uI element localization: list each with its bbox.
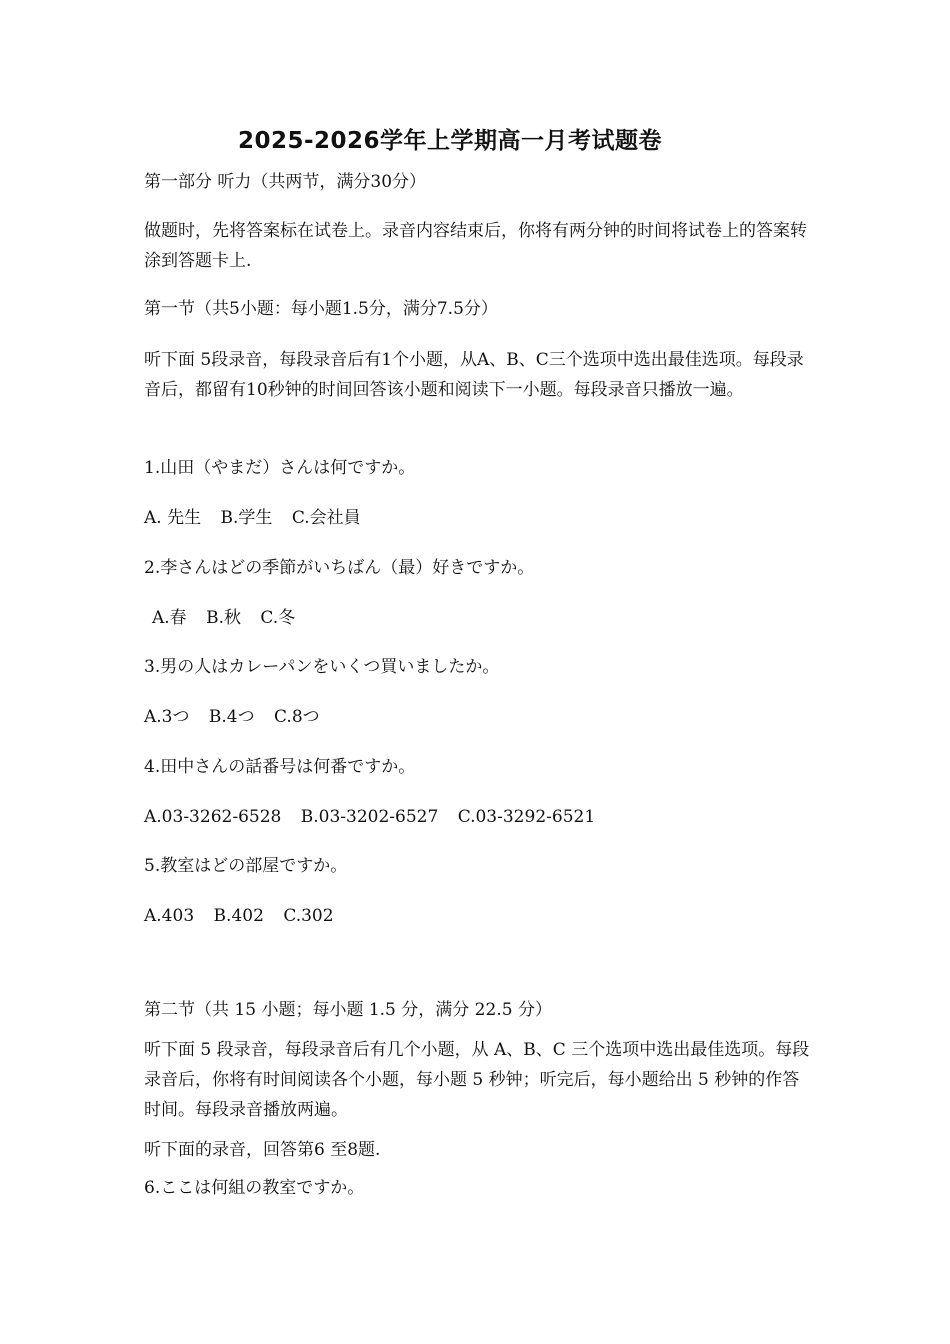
section2-instruction: 听下面 5 段录音，每段录音后有几个小题，从 A、B、C 三个选项中选出最佳选项。每段录音后，你将有时间阅读各个小题，每小题 5 秒钟；听完后，每小题给出 5 秒钟的作答时间。每段录音播放两遍。: [144, 1040, 810, 1120]
part1-heading: 第一部分 听力（共两节，满分30分）: [144, 172, 427, 192]
option-b: B.03-3202-6527: [300, 807, 439, 827]
option-b: B.402: [213, 906, 264, 926]
question-1: 1.山田（やまだ）さんは何ですか。: [144, 458, 416, 478]
option-a: A.3つ: [144, 707, 190, 727]
option-c: C.8つ: [274, 707, 320, 727]
option-b: B.学生: [220, 508, 273, 528]
exam-title: 2025-2026学年上学期高一月考试题卷: [237, 128, 663, 154]
question-1-options: [144, 503, 814, 533]
question-5-options: [144, 901, 814, 931]
question-3: 3.男の人はカレーパンをいくつ買いましたか。: [144, 657, 500, 677]
option-a: A. 先生: [144, 508, 202, 528]
option-a: A.春: [152, 608, 187, 628]
option-b: B.4つ: [208, 707, 255, 727]
part1-instruction: 做题时，先将答案标在试卷上。录音内容结束后，你将有两分钟的时间将试卷上的答案转涂到答题卡上.: [144, 221, 807, 271]
question-4: 4.田中さんの話番号は何番ですか。: [144, 757, 416, 777]
option-c: C.03-3292-6521: [457, 807, 596, 827]
option-a: A.03-3262-6528: [144, 807, 282, 827]
section2-sub-instruction: 听下面的录音，回答第6 至8题.: [144, 1140, 381, 1160]
option-c: C.冬: [260, 608, 296, 628]
question-4-options: [144, 802, 814, 832]
question-3-options: [144, 702, 814, 732]
question-2-options: [152, 603, 822, 633]
section1-instruction: 听下面 5段录音，每段录音后有1个小题，从A、B、C三个选项中选出最佳选项。每段录音后，都留有10秒钟的时间回答该小题和阅读下一小题。每段录音只播放一遍。: [144, 350, 804, 400]
question-5: 5.教室はどの部屋ですか。: [144, 856, 348, 876]
option-a: A.403: [144, 906, 195, 926]
option-c: C.会社員: [291, 508, 361, 528]
option-b: B.秋: [206, 608, 241, 628]
section1-heading: 第一节（共5小题：每小题1.5分，满分7.5分）: [144, 299, 498, 319]
section2-heading: 第二节（共 15 小题；每小题 1.5 分，满分 22.5 分）: [144, 1000, 552, 1020]
option-c: C.302: [283, 906, 334, 926]
question-2: 2.李さんはどの季節がいちばん（最）好きですか。: [144, 558, 535, 578]
question-6: 6.ここは何組の教室ですか。: [144, 1178, 365, 1198]
